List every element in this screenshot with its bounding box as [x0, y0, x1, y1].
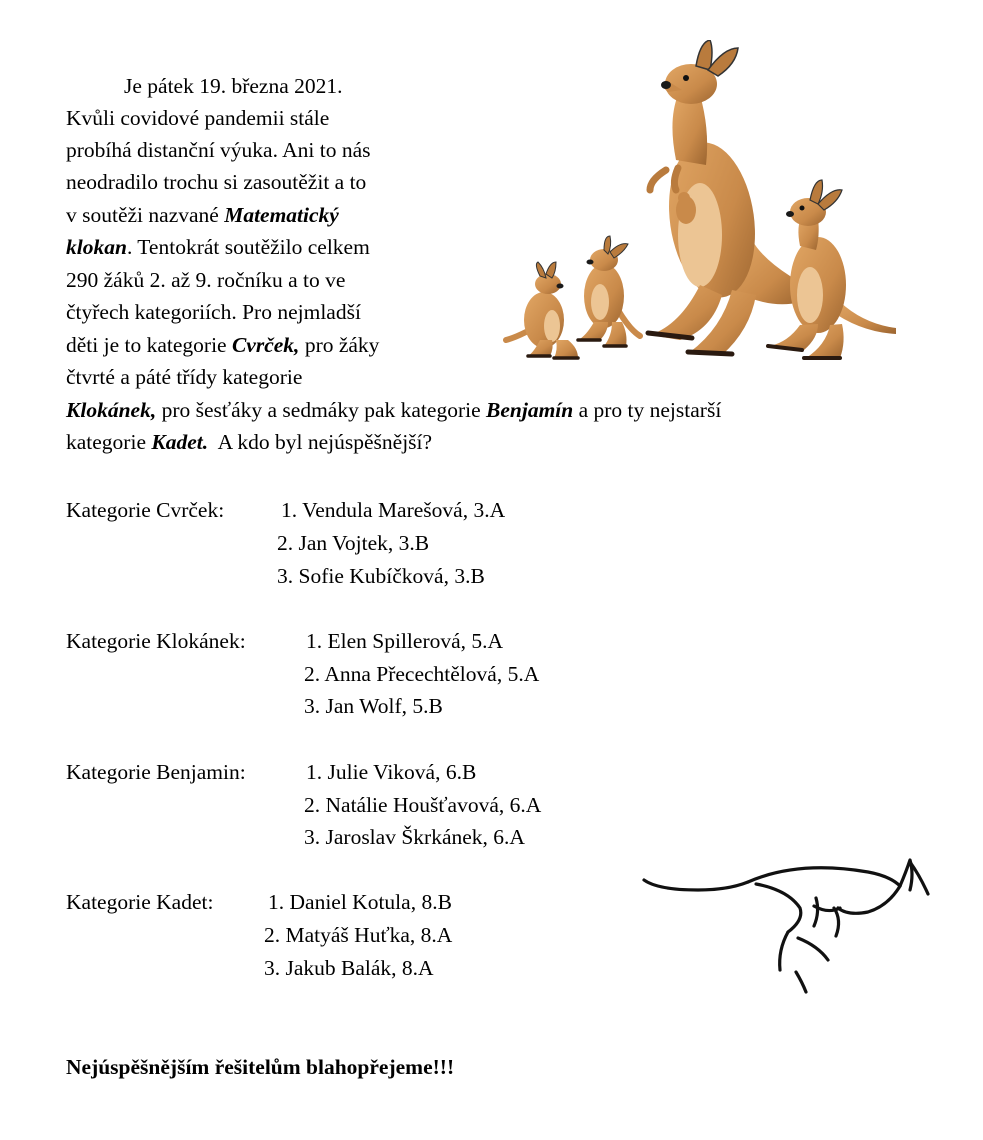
term-kadet: Kadet. — [151, 430, 209, 454]
klokanek-winner-2: 2. Anna Přecechtělová, 5.A — [304, 662, 540, 686]
cvrcek-winner-1: 1. Vendula Marešová, 3.A — [281, 498, 506, 522]
intro-line-8: čtyřech kategoriích. Pro nejmladší — [66, 300, 361, 324]
intro-line-5-text: v soutěži nazvané — [66, 203, 225, 227]
intro-line-12-tail: A kdo byl nejúspěšnější? — [208, 430, 433, 454]
intro-line-9 — [66, 329, 379, 361]
category-cvrcek-label: Kategorie Cvrček: — [66, 498, 225, 522]
klokanek-winner-3: 3. Jan Wolf, 5.B — [304, 694, 443, 718]
kadet-winner-3: 3. Jakub Balák, 8.A — [264, 956, 434, 980]
joey-middle — [578, 236, 640, 346]
intro-line-12-text: kategorie — [66, 430, 152, 454]
kangaroo-family-photo — [500, 40, 900, 370]
intro-line-5 — [66, 199, 339, 231]
term-klokan: klokan — [66, 235, 127, 259]
kangaroo-line-logo — [638, 850, 938, 1000]
cvrcek-winner-2: 2. Jan Vojtek, 3.B — [277, 531, 430, 555]
intro-line-9-tail: pro žáky — [299, 333, 380, 357]
category-klokanek-label: Kategorie Klokánek: — [66, 629, 246, 653]
term-matematicky: Matematický — [224, 203, 339, 227]
joey-right — [768, 180, 896, 358]
intro-line-3: probíhá distanční výuka. Ani to nás — [66, 138, 371, 162]
intro-line-4: neodradilo trochu si zasoutěžit a to — [66, 170, 367, 194]
benjamin-winner-2: 2. Natálie Houšťavová, 6.A — [304, 793, 542, 817]
intro-line-10: čtvrté a páté třídy kategorie — [66, 365, 303, 389]
cvrcek-winner-3: 3. Sofie Kubíčková, 3.B — [277, 564, 485, 588]
closing-congratulations: Nejúspěšnějším řešitelům blahopřejeme!!! — [66, 1055, 455, 1079]
benjamin-winner-3: 3. Jaroslav Škrkánek, 6.A — [304, 825, 525, 849]
intro-line-2: Kvůli covidové pandemii stále — [66, 106, 330, 130]
term-klokanek: Klokánek, — [66, 398, 157, 422]
klokanek-winner-1: 1. Elen Spillerová, 5.A — [306, 629, 504, 653]
intro-line-11-tail: a pro ty nejstarší — [573, 398, 722, 422]
intro-line-11-text: pro šesťáky a sedmáky pak kategorie — [156, 398, 486, 422]
intro-line-6-text: . Tentokrát soutěžilo celkem — [126, 235, 370, 259]
kadet-winner-2: 2. Matyáš Huťka, 8.A — [264, 923, 453, 947]
kadet-winner-1: 1. Daniel Kotula, 8.B — [268, 890, 452, 914]
intro-line-1: Je pátek 19. března 2021. — [124, 74, 343, 98]
benjamin-winner-1: 1. Julie Viková, 6.B — [306, 760, 477, 784]
term-benjamin: Benjamín — [486, 398, 574, 422]
intro-line-7: 290 žáků 2. až 9. ročníku a to ve — [66, 268, 346, 292]
term-cvrcek: Cvrček, — [231, 333, 300, 357]
intro-line-9-text: děti je to kategorie — [66, 333, 232, 357]
intro-line-11 — [66, 394, 721, 426]
joey-left — [506, 262, 578, 358]
category-kadet-label: Kategorie Kadet: — [66, 890, 214, 914]
intro-line-12 — [66, 426, 432, 458]
category-benjamin-label: Kategorie Benjamin: — [66, 760, 246, 784]
intro-line-6 — [66, 231, 370, 263]
mother-kangaroo — [648, 40, 804, 355]
